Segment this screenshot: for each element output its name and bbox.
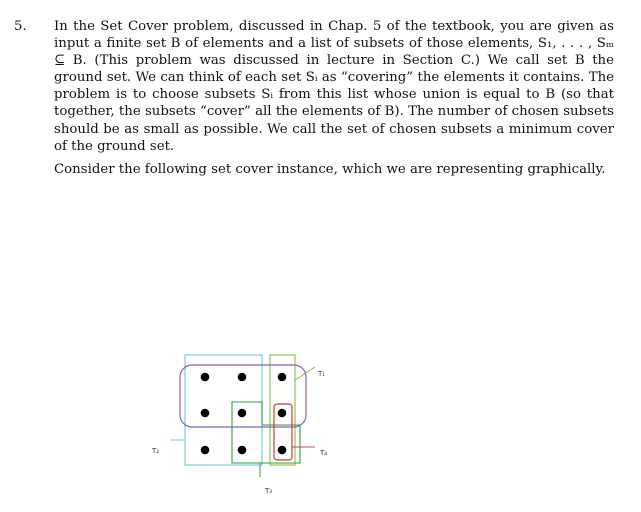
element-dot xyxy=(238,373,247,382)
problem-intro-text: In the Set Cover problem, discussed in Chap. 5 of the textbook, you are given as input a finite set B of elements and a list of subsets of those elements, S₁, . . . , Sₘ ⊆ B. (This problem was discussed in lecture in Section C.) We call set B the ground set. We can think of each set Sᵢ as “covering” the elements it contains. The problem is to choose subsets Sᵢ from this list whose union is equal to B (so that together, the subsets “cover” all the elements of B). The number of chosen subsets should be as small as possible. We call the set of chosen subsets a minimum cover of the ground set. xyxy=(54,19,614,154)
element-dot xyxy=(201,409,210,418)
element-dot xyxy=(278,446,287,455)
problem-number: 5. xyxy=(14,19,27,34)
problem-figure-intro: Consider the following set cover instance, which we are representing graphically. xyxy=(54,161,606,177)
element-dot xyxy=(238,409,247,418)
set-t2-boundary xyxy=(185,355,262,465)
element-dot xyxy=(201,373,210,382)
element-dot xyxy=(278,373,287,382)
label-t2: T₂ xyxy=(152,447,160,455)
label-t4: T₄ xyxy=(320,449,328,457)
label-t1: T₁ xyxy=(318,370,326,378)
element-dot xyxy=(238,446,247,455)
problem-intro-paragraph xyxy=(14,18,614,155)
element-dot xyxy=(278,409,287,418)
set-cover-diagram xyxy=(150,345,360,510)
problem-5 xyxy=(14,18,614,178)
label-t3: T₃ xyxy=(265,487,273,495)
element-dot xyxy=(201,446,210,455)
set-cover-figure xyxy=(150,345,360,510)
